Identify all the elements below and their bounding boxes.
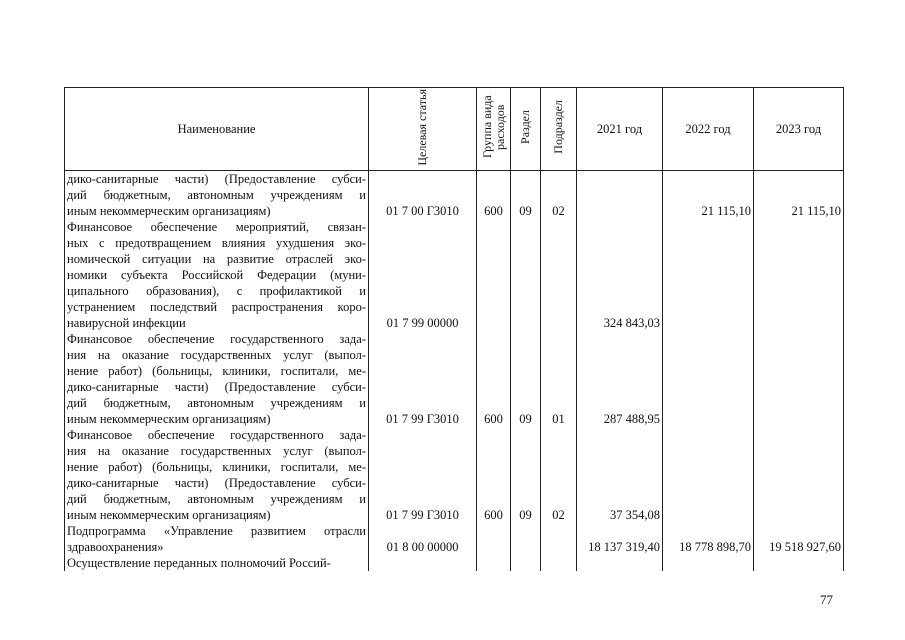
row-name-line: иным некоммерческим организациям) — [67, 508, 271, 522]
row-name-line: нение работ) (больницы, клиники, госпитали, ме- — [67, 364, 366, 378]
row-name-line: ния на оказание государственных услуг (выпол- — [67, 444, 366, 458]
row-expense-group — [477, 219, 511, 331]
row-name-line: навирусной инфекции — [67, 316, 186, 330]
row-amount-2022 — [663, 555, 754, 571]
row-name-line: иным некоммерческим организациям) — [67, 204, 271, 218]
row-amount-2023: 21 115,10 — [754, 171, 844, 220]
header-name: Наименование — [65, 88, 369, 171]
row-name — [65, 555, 369, 571]
row-amount-2021: 18 137 319,40 — [577, 523, 663, 555]
header-target-article: Целевая статья — [369, 88, 477, 171]
row-target-article: 01 7 99 Г3010 — [369, 427, 477, 523]
row-name — [65, 171, 369, 220]
row-amount-2022 — [663, 331, 754, 427]
header-year-2021: 2021 год — [577, 88, 663, 171]
row-target-article: 01 7 00 Г3010 — [369, 171, 477, 220]
page-number: 77 — [820, 592, 833, 607]
row-section — [511, 555, 541, 571]
header-subsection: Подраздел — [541, 88, 577, 171]
row-amount-2022 — [663, 427, 754, 523]
header-year-2023: 2023 год — [754, 88, 844, 171]
row-name-line: нение работ) (больницы, клиники, госпитали, ме- — [67, 460, 366, 474]
table-body — [65, 171, 844, 572]
row-subsection — [541, 555, 577, 571]
row-amount-2021 — [577, 171, 663, 220]
row-target-article: 01 7 99 Г3010 — [369, 331, 477, 427]
row-name-line: дий бюджетным, автономным учреждениям и — [67, 396, 366, 410]
row-expense-group: 600 — [477, 331, 511, 427]
row-expense-group: 600 — [477, 171, 511, 220]
table-header-row — [65, 88, 844, 171]
row-name-line: Финансовое обеспечение государственного зада- — [67, 428, 366, 442]
row-amount-2022: 21 115,10 — [663, 171, 754, 220]
row-amount-2021: 287 488,95 — [577, 331, 663, 427]
row-name-line: дий бюджетным, автономным учреждениям и — [67, 188, 366, 202]
row-section — [511, 219, 541, 331]
row-expense-group — [477, 523, 511, 555]
row-name-line: Финансовое обеспечение мероприятий, связан- — [67, 220, 366, 234]
header-section: Раздел — [511, 88, 541, 171]
row-name-line: номики субъекта Российской Федерации (муни- — [67, 268, 366, 282]
row-name — [65, 219, 369, 331]
row-amount-2021 — [577, 555, 663, 571]
row-name-line: дико-санитарные части) (Предоставление субси- — [67, 476, 366, 490]
row-subsection — [541, 523, 577, 555]
row-section: 09 — [511, 331, 541, 427]
row-name-line: Финансовое обеспечение государственного зада- — [67, 332, 366, 346]
row-name-line: иным некоммерческим организациям) — [67, 412, 271, 426]
row-amount-2021: 324 843,03 — [577, 219, 663, 331]
row-amount-2023 — [754, 427, 844, 523]
table-row — [65, 523, 844, 555]
row-amount-2022: 18 778 898,70 — [663, 523, 754, 555]
row-subsection: 02 — [541, 427, 577, 523]
row-name — [65, 331, 369, 427]
row-expense-group: 600 — [477, 427, 511, 523]
row-subsection — [541, 219, 577, 331]
row-amount-2023 — [754, 331, 844, 427]
row-target-article: 01 8 00 00000 — [369, 523, 477, 555]
row-name — [65, 427, 369, 523]
row-amount-2021: 37 354,08 — [577, 427, 663, 523]
table-row — [65, 331, 844, 427]
table-row — [65, 171, 844, 220]
row-name-line: устранением последствий распространения коро- — [67, 300, 366, 314]
row-name-line: номической ситуации на развитие отраслей эко- — [67, 252, 366, 266]
row-section: 09 — [511, 427, 541, 523]
row-amount-2023: 19 518 927,60 — [754, 523, 844, 555]
row-target-article — [369, 555, 477, 571]
row-subsection: 01 — [541, 331, 577, 427]
table-row — [65, 555, 844, 571]
row-name — [65, 523, 369, 555]
table-row — [65, 427, 844, 523]
header-year-2022: 2022 год — [663, 88, 754, 171]
row-expense-group — [477, 555, 511, 571]
row-name-line: ных с предотвращением влияния ухудшения эко- — [67, 236, 366, 250]
row-amount-2022 — [663, 219, 754, 331]
row-name-line: дико-санитарные части) (Предоставление субси- — [67, 380, 366, 394]
row-section — [511, 523, 541, 555]
row-name-line: ния на оказание государственных услуг (выпол- — [67, 348, 366, 362]
row-name-line: здравоохранения» — [67, 540, 164, 554]
row-section: 09 — [511, 171, 541, 220]
row-name-line: дий бюджетным, автономным учреждениям и — [67, 492, 366, 506]
header-expense-group: Группа вида расходов — [477, 88, 511, 171]
row-amount-2023 — [754, 219, 844, 331]
row-name-line: Подпрограмма «Управление развитием отрасли — [67, 524, 366, 538]
row-amount-2023 — [754, 555, 844, 571]
row-name-line: Осуществление переданных полномочий Россий- — [67, 556, 331, 570]
budget-table — [64, 87, 844, 571]
row-name-line: ципального образования), с профилактикой и — [67, 284, 366, 298]
row-name-line: дико-санитарные части) (Предоставление субси- — [67, 172, 366, 186]
table-row — [65, 219, 844, 331]
row-target-article: 01 7 99 00000 — [369, 219, 477, 331]
row-subsection: 02 — [541, 171, 577, 220]
